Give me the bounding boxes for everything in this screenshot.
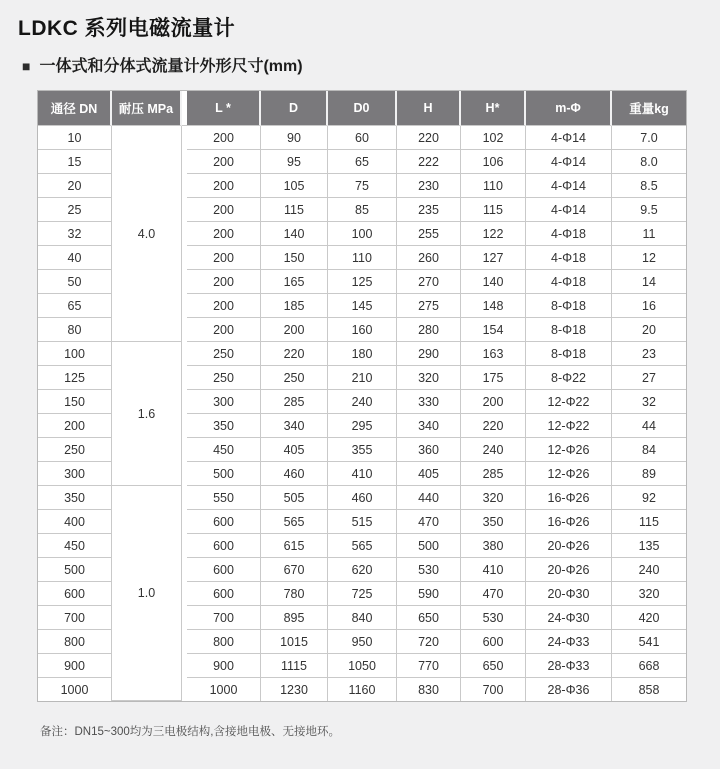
table-cell: 720 [397, 630, 461, 654]
table-cell: 668 [612, 654, 686, 678]
table-cell: 260 [397, 246, 461, 270]
table-cell: 84 [612, 438, 686, 462]
table-cell: 23 [612, 342, 686, 366]
table-cell: 505 [261, 486, 328, 510]
table-cell: 4-Φ14 [526, 174, 612, 198]
table-cell: 89 [612, 462, 686, 486]
table-cell: 200 [187, 294, 261, 318]
table-cell: 140 [461, 270, 526, 294]
table-cell: 222 [397, 150, 461, 174]
table-cell: 700 [187, 606, 261, 630]
pressure-cell: 1.6 [112, 342, 182, 486]
table-cell: 160 [328, 318, 397, 342]
table-cell: 340 [261, 414, 328, 438]
table-cell: 240 [612, 558, 686, 582]
dn-cell: 200 [38, 414, 112, 438]
dn-cell: 80 [38, 318, 112, 342]
table-cell: 125 [328, 270, 397, 294]
table-cell: 4-Φ18 [526, 222, 612, 246]
table-cell: 220 [261, 342, 328, 366]
table-cell: 1015 [261, 630, 328, 654]
footnote: 备注：DN15~300均为三电极结构,含接地电极、无接地环。 [40, 726, 340, 738]
column-header-m-phi: m-Φ [526, 91, 612, 126]
table-cell: 600 [187, 558, 261, 582]
column-header-dn: 通径 DN [38, 91, 112, 126]
table-cell: 240 [461, 438, 526, 462]
table-cell: 500 [187, 462, 261, 486]
table-cell: 102 [461, 126, 526, 150]
table-cell: 16-Φ26 [526, 486, 612, 510]
table-cell: 500 [397, 534, 461, 558]
dn-cell: 300 [38, 462, 112, 486]
table-cell: 28-Φ36 [526, 678, 612, 701]
pressure-cell: 4.0 [112, 126, 182, 342]
table-cell: 600 [187, 534, 261, 558]
table-cell: 700 [461, 678, 526, 701]
page-title: LDKC 系列电磁流量计 [18, 17, 236, 40]
table-cell: 320 [461, 486, 526, 510]
table-cell: 900 [187, 654, 261, 678]
table-cell: 290 [397, 342, 461, 366]
table-cell: 550 [187, 486, 261, 510]
table-cell: 250 [187, 366, 261, 390]
table-cell: 250 [261, 366, 328, 390]
table-cell: 115 [612, 510, 686, 534]
dn-cell: 125 [38, 366, 112, 390]
dn-cell: 500 [38, 558, 112, 582]
dn-cell: 150 [38, 390, 112, 414]
table-cell: 355 [328, 438, 397, 462]
table-cell: 1000 [187, 678, 261, 701]
table-cell: 110 [461, 174, 526, 198]
section-heading [22, 53, 303, 76]
table-cell: 725 [328, 582, 397, 606]
table-cell: 85 [328, 198, 397, 222]
table-cell: 530 [461, 606, 526, 630]
table-cell: 175 [461, 366, 526, 390]
table-cell: 9.5 [612, 198, 686, 222]
dn-cell: 65 [38, 294, 112, 318]
table-cell: 4-Φ14 [526, 126, 612, 150]
dn-cell: 800 [38, 630, 112, 654]
table-cell: 185 [261, 294, 328, 318]
table-cell: 1230 [261, 678, 328, 701]
table-cell: 600 [461, 630, 526, 654]
table-cell: 100 [328, 222, 397, 246]
dn-cell: 400 [38, 510, 112, 534]
table-cell: 280 [397, 318, 461, 342]
table-cell: 200 [261, 318, 328, 342]
table-cell: 800 [187, 630, 261, 654]
table-cell: 90 [261, 126, 328, 150]
table-cell: 16-Φ26 [526, 510, 612, 534]
table-cell: 950 [328, 630, 397, 654]
table-cell: 140 [261, 222, 328, 246]
table-cell: 148 [461, 294, 526, 318]
table-cell: 20 [612, 318, 686, 342]
table-cell: 200 [187, 174, 261, 198]
dn-cell: 600 [38, 582, 112, 606]
table-cell: 270 [397, 270, 461, 294]
table-cell: 200 [187, 126, 261, 150]
table-cell: 60 [328, 126, 397, 150]
table-cell: 4-Φ14 [526, 198, 612, 222]
table-cell: 122 [461, 222, 526, 246]
table-cell: 285 [261, 390, 328, 414]
table-cell: 320 [612, 582, 686, 606]
dn-cell: 350 [38, 486, 112, 510]
table-cell: 780 [261, 582, 328, 606]
table-cell: 200 [187, 150, 261, 174]
table-cell: 20-Φ30 [526, 582, 612, 606]
dn-cell: 40 [38, 246, 112, 270]
table-cell: 541 [612, 630, 686, 654]
table-header-row [38, 91, 686, 126]
table-cell: 1050 [328, 654, 397, 678]
table-cell: 200 [187, 270, 261, 294]
table-cell: 200 [187, 246, 261, 270]
table-cell: 165 [261, 270, 328, 294]
table-cell: 1115 [261, 654, 328, 678]
table-cell: 20-Φ26 [526, 558, 612, 582]
table-cell: 858 [612, 678, 686, 701]
column-header-weight: 重量kg [612, 91, 686, 126]
table-row [38, 342, 686, 366]
dn-cell: 10 [38, 126, 112, 150]
pressure-cell: 1.0 [112, 486, 182, 701]
table-cell: 115 [461, 198, 526, 222]
table-cell: 32 [612, 390, 686, 414]
table-cell: 27 [612, 366, 686, 390]
table-cell: 565 [261, 510, 328, 534]
table-cell: 230 [397, 174, 461, 198]
dimensions-table [37, 90, 687, 702]
table-cell: 8-Φ18 [526, 318, 612, 342]
table-cell: 360 [397, 438, 461, 462]
table-cell: 210 [328, 366, 397, 390]
table-cell: 92 [612, 486, 686, 510]
table-cell: 163 [461, 342, 526, 366]
table-cell: 150 [261, 246, 328, 270]
table-cell: 105 [261, 174, 328, 198]
dn-cell: 100 [38, 342, 112, 366]
table-cell: 300 [187, 390, 261, 414]
table-cell: 670 [261, 558, 328, 582]
table-cell: 410 [328, 462, 397, 486]
table-cell: 8-Φ22 [526, 366, 612, 390]
table-cell: 255 [397, 222, 461, 246]
table-cell: 250 [187, 342, 261, 366]
table-cell: 20-Φ26 [526, 534, 612, 558]
table-cell: 12-Φ22 [526, 390, 612, 414]
table-cell: 470 [397, 510, 461, 534]
table-cell: 380 [461, 534, 526, 558]
dn-cell: 1000 [38, 678, 112, 701]
dn-cell: 50 [38, 270, 112, 294]
table-cell: 135 [612, 534, 686, 558]
table-cell: 14 [612, 270, 686, 294]
table-cell: 440 [397, 486, 461, 510]
table-cell: 127 [461, 246, 526, 270]
table-cell: 12 [612, 246, 686, 270]
table-cell: 180 [328, 342, 397, 366]
table-cell: 240 [328, 390, 397, 414]
table-cell: 600 [187, 582, 261, 606]
table-cell: 590 [397, 582, 461, 606]
dn-cell: 700 [38, 606, 112, 630]
table-body [38, 126, 686, 701]
table-cell: 1160 [328, 678, 397, 701]
table-cell: 28-Φ33 [526, 654, 612, 678]
column-header-d: D [261, 91, 328, 126]
table-cell: 24-Φ30 [526, 606, 612, 630]
dn-cell: 20 [38, 174, 112, 198]
table-cell: 405 [261, 438, 328, 462]
table-cell: 840 [328, 606, 397, 630]
table-cell: 770 [397, 654, 461, 678]
table-cell: 110 [328, 246, 397, 270]
table-row [38, 486, 686, 510]
table-cell: 200 [187, 198, 261, 222]
column-header-h: H [397, 91, 461, 126]
table-cell: 65 [328, 150, 397, 174]
dn-cell: 15 [38, 150, 112, 174]
table-cell: 24-Φ33 [526, 630, 612, 654]
table-cell: 235 [397, 198, 461, 222]
table-cell: 405 [397, 462, 461, 486]
table-cell: 620 [328, 558, 397, 582]
table-cell: 145 [328, 294, 397, 318]
table-cell: 450 [187, 438, 261, 462]
table-cell: 200 [461, 390, 526, 414]
table-cell: 650 [461, 654, 526, 678]
table-cell: 95 [261, 150, 328, 174]
table-cell: 220 [397, 126, 461, 150]
table-cell: 8.5 [612, 174, 686, 198]
table-cell: 350 [187, 414, 261, 438]
table-cell: 16 [612, 294, 686, 318]
table-cell: 615 [261, 534, 328, 558]
table-cell: 115 [261, 198, 328, 222]
table-cell: 4-Φ14 [526, 150, 612, 174]
table-row [38, 126, 686, 150]
table-cell: 460 [328, 486, 397, 510]
table-cell: 8-Φ18 [526, 294, 612, 318]
column-header-l: L * [187, 91, 261, 126]
table-cell: 275 [397, 294, 461, 318]
table-cell: 12-Φ26 [526, 438, 612, 462]
table-cell: 515 [328, 510, 397, 534]
table-cell: 530 [397, 558, 461, 582]
table-cell: 44 [612, 414, 686, 438]
table-cell: 8.0 [612, 150, 686, 174]
square-bullet-icon: ■ [22, 57, 31, 74]
table-cell: 200 [187, 222, 261, 246]
table-cell: 295 [328, 414, 397, 438]
table-cell: 12-Φ22 [526, 414, 612, 438]
table-cell: 220 [461, 414, 526, 438]
table-cell: 7.0 [612, 126, 686, 150]
table-cell: 200 [187, 318, 261, 342]
table-cell: 154 [461, 318, 526, 342]
dn-cell: 450 [38, 534, 112, 558]
table-cell: 12-Φ26 [526, 462, 612, 486]
dn-cell: 900 [38, 654, 112, 678]
table-cell: 320 [397, 366, 461, 390]
table-cell: 285 [461, 462, 526, 486]
table-cell: 75 [328, 174, 397, 198]
table-cell: 410 [461, 558, 526, 582]
column-header-hstar: H* [461, 91, 526, 126]
table-cell: 420 [612, 606, 686, 630]
table-cell: 350 [461, 510, 526, 534]
table-cell: 11 [612, 222, 686, 246]
table-cell: 470 [461, 582, 526, 606]
section-heading-label: 一体式和分体式流量计外形尺寸(mm) [39, 58, 303, 75]
dn-cell: 32 [38, 222, 112, 246]
table-cell: 8-Φ18 [526, 342, 612, 366]
table-cell: 600 [187, 510, 261, 534]
dn-cell: 250 [38, 438, 112, 462]
column-header-pressure: 耐压 MPa [112, 91, 182, 126]
table-cell: 4-Φ18 [526, 246, 612, 270]
table-cell: 650 [397, 606, 461, 630]
dn-cell: 25 [38, 198, 112, 222]
column-header-d0: D0 [328, 91, 397, 126]
table-cell: 340 [397, 414, 461, 438]
table-cell: 106 [461, 150, 526, 174]
table-cell: 830 [397, 678, 461, 701]
table-cell: 460 [261, 462, 328, 486]
table-cell: 895 [261, 606, 328, 630]
table-cell: 565 [328, 534, 397, 558]
table-cell: 330 [397, 390, 461, 414]
table-cell: 4-Φ18 [526, 270, 612, 294]
